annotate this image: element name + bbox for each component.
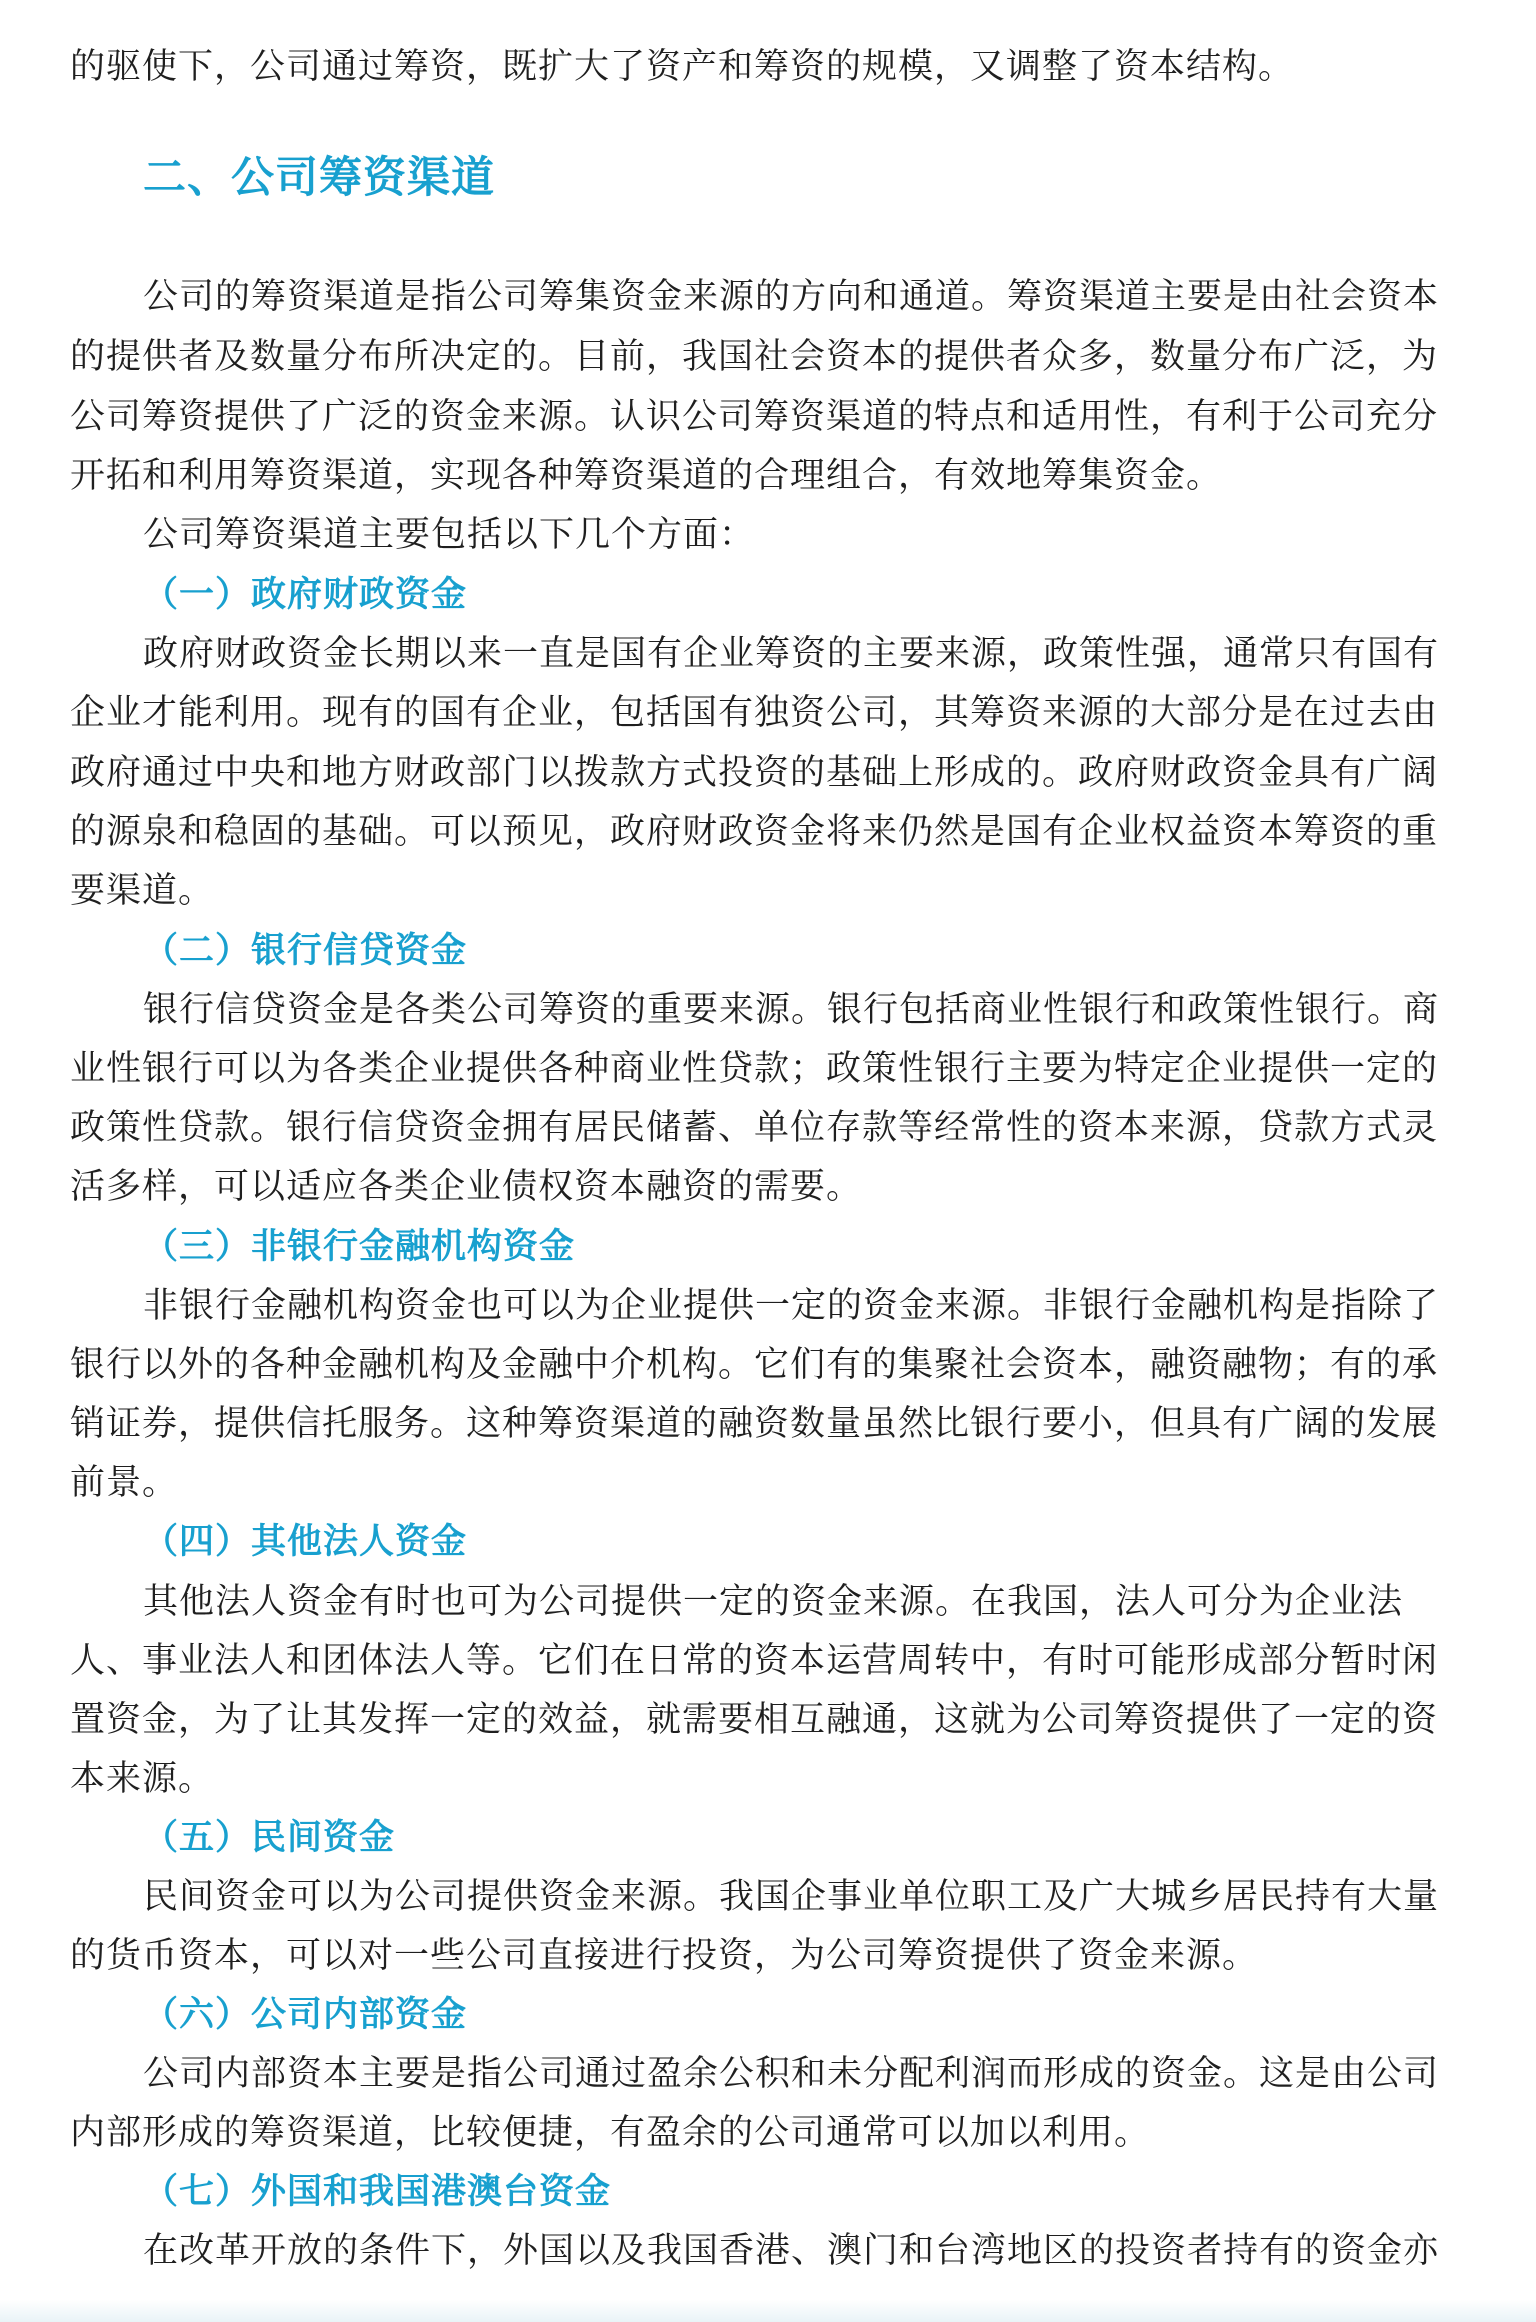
- subsection-line: 前景。: [70, 1463, 179, 1503]
- subsection-heading: （一）政府财政资金: [143, 574, 468, 615]
- para1-line: 公司的筹资渠道是指公司筹集资金来源的方向和通道。筹资渠道主要是由社会资本: [143, 277, 1440, 317]
- para1-line: 公司筹资提供了广泛的资金来源。认识公司筹资渠道的特点和适用性，有利于公司充分: [70, 397, 1439, 437]
- subsection-line: 活多样，可以适应各类企业债权资本融资的需要。: [70, 1167, 863, 1207]
- subsection-line: 政府通过中央和地方财政部门以拨款方式投资的基础上形成的。政府财政资金具有广阔: [70, 753, 1439, 793]
- subsection-line: 在改革开放的条件下，外国以及我国香港、澳门和台湾地区的投资者持有的资金亦: [143, 2231, 1440, 2271]
- subsection-line: 要渠道。: [70, 871, 215, 911]
- subsection-line: 政策性贷款。银行信贷资金拥有居民储蓄、单位存款等经常性的资本来源，贷款方式灵: [70, 1108, 1439, 1148]
- subsection-line: 销证券，提供信托服务。这种筹资渠道的融资数量虽然比银行要小，但具有广阔的发展: [70, 1404, 1439, 1444]
- page-bottom-edge: [0, 2300, 1536, 2322]
- subsection-heading: （七）外国和我国港澳台资金: [143, 2171, 612, 2212]
- subsection-line: 民间资金可以为公司提供资金来源。我国企事业单位职工及广大城乡居民持有大量: [143, 1877, 1440, 1917]
- subsection-line: 银行以外的各种金融机构及金融中介机构。它们有的集聚社会资本，融资融物；有的承: [70, 1345, 1439, 1385]
- subsection-heading: （四）其他法人资金: [143, 1521, 468, 1562]
- section-title: 二、公司筹资渠道: [143, 153, 495, 203]
- subsection-line: 公司内部资本主要是指公司通过盈余公积和未分配利润而形成的资金。这是由公司: [143, 2054, 1440, 2094]
- subsection-heading: （三）非银行金融机构资金: [143, 1226, 576, 1267]
- subsection-line: 内部形成的筹资渠道，比较便捷，有盈余的公司通常可以加以利用。: [70, 2113, 1151, 2153]
- intro-line: 的驱使下，公司通过筹资，既扩大了资产和筹资的规模，又调整了资本结构。: [70, 47, 1295, 87]
- subsection-line: 政府财政资金长期以来一直是国有企业筹资的主要来源，政策性强，通常只有国有: [143, 634, 1440, 674]
- subsection-line: 其他法人资金有时也可为公司提供一定的资金来源。在我国，法人可分为企业法: [143, 1582, 1404, 1622]
- subsection-line: 的货币资本，可以对一些公司直接进行投资，为公司筹资提供了资金来源。: [70, 1936, 1259, 1976]
- para1-line: 的提供者及数量分布所决定的。目前，我国社会资本的提供者众多，数量分布广泛，为: [70, 337, 1439, 377]
- subsection-line: 本来源。: [70, 1759, 215, 1799]
- subsection-line: 银行信贷资金是各类公司筹资的重要来源。银行包括商业性银行和政策性银行。商: [143, 990, 1440, 1030]
- subsection-line: 非银行金融机构资金也可以为企业提供一定的资金来源。非银行金融机构是指除了: [143, 1286, 1440, 1326]
- subsection-line: 置资金，为了让其发挥一定的效益，就需要相互融通，这就为公司筹资提供了一定的资: [70, 1700, 1439, 1740]
- para2-line: 公司筹资渠道主要包括以下几个方面：: [143, 515, 756, 555]
- subsection-line: 企业才能利用。现有的国有企业，包括国有独资公司，其筹资来源的大部分是在过去由: [70, 693, 1439, 733]
- subsection-heading: （二）银行信贷资金: [143, 930, 468, 971]
- subsection-heading: （五）民间资金: [143, 1817, 396, 1858]
- subsection-line: 人、事业法人和团体法人等。它们在日常的资本运营周转中，有时可能形成部分暂时闲: [70, 1641, 1439, 1681]
- subsection-line: 的源泉和稳固的基础。可以预见，政府财政资金将来仍然是国有企业权益资本筹资的重: [70, 812, 1439, 852]
- para1-line: 开拓和利用筹资渠道，实现各种筹资渠道的合理组合，有效地筹集资金。: [70, 456, 1223, 496]
- subsection-heading: （六）公司内部资金: [143, 1994, 468, 2035]
- subsection-line: 业性银行可以为各类企业提供各种商业性贷款；政策性银行主要为特定企业提供一定的: [70, 1049, 1439, 1089]
